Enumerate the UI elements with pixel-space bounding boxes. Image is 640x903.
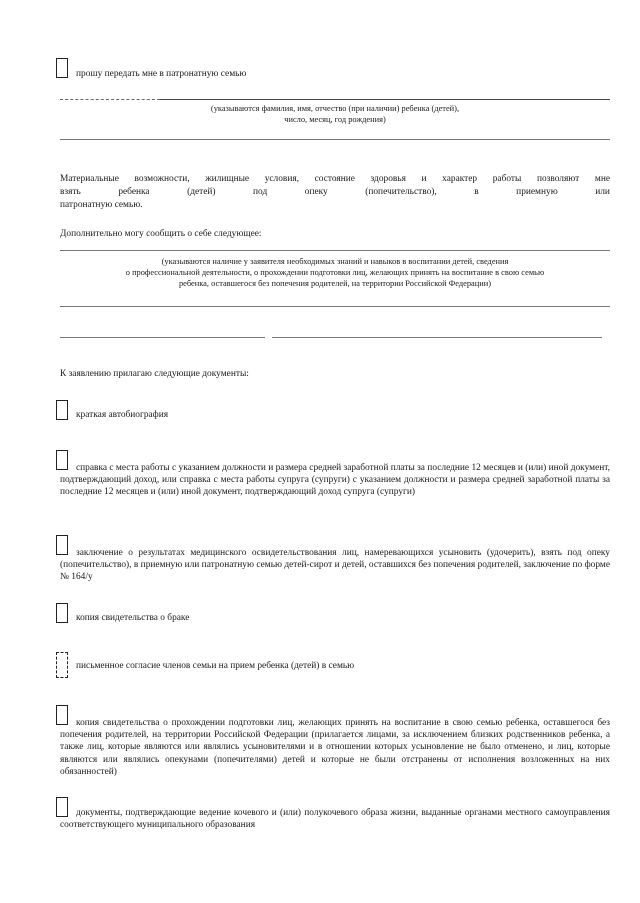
about-line-2[interactable]: [60, 306, 610, 307]
about-hint-line3: ребенка, оставшегося без попечения родителей, на территории Российской Федерации): [178, 279, 491, 288]
abilities-word: опеку: [304, 187, 328, 197]
doc-income: справка с места работы с указанием должности и размера средней заработной платы за последние 12 месяцев и (или) иной документ, подтверждающий доход, или справка с места работы супруга (супруги) с указанием должности и размера средней заработной платы за последние 12 месяцев и (или) иной документ, подтверждающий доход супруга (супруги): [60, 463, 610, 498]
about-line-3[interactable]: [60, 337, 265, 338]
child-extra-line[interactable]: [60, 139, 610, 140]
about-line-1[interactable]: [60, 250, 610, 251]
doc-autobiography: краткая автобиография: [76, 410, 169, 420]
abilities-paragraph: [60, 173, 610, 212]
checkbox-patronage[interactable]: [56, 58, 68, 78]
child-hint-line2: число, месяц, год рождения): [284, 115, 386, 124]
doc-medical: заключение о результатах медицинского освидетельствования лиц, намеревающихся усыновить (удочерить), взять под опеку (попечительство), в приемную или патронатную семью детей-сирот и детей, оставшихся без попечения родителей, заключение по форме № 164/у: [60, 548, 610, 583]
child-hint-line1: (указываются фамилия, имя, отчество (при наличии) ребенка (детей),: [210, 104, 460, 113]
child-name-line[interactable]: [160, 99, 610, 100]
about-prompt: Дополнительно могу сообщить о себе следующее:: [60, 229, 262, 239]
docs-heading: К заявлению прилагаю следующие документы:: [60, 369, 249, 379]
abilities-line1: Материальные возможности, жилищные условия, состояние здоровья и характер работы позволяют мне: [60, 174, 610, 184]
child-hint: [60, 103, 610, 125]
abilities-word: приемную: [516, 187, 558, 197]
abilities-word: или: [595, 187, 610, 197]
abilities-word: под: [253, 187, 268, 197]
about-line-4[interactable]: [272, 337, 602, 338]
abilities-word: в: [474, 187, 479, 197]
abilities-word: взять: [60, 187, 81, 197]
abilities-line2: [60, 186, 610, 199]
label-patronage: прошу передать мне в патронатную семью: [76, 69, 247, 79]
about-hint: [58, 256, 612, 289]
about-hint-line1: (указываются наличие у заявителя необходимых знаний и навыков в воспитании детей, сведения: [161, 257, 509, 266]
checkbox-family-consent[interactable]: [56, 652, 68, 678]
abilities-word: ребенка: [118, 187, 150, 197]
abilities-word: (детей): [187, 187, 216, 197]
doc-marriage: копия свидетельства о браке: [76, 613, 190, 623]
child-field-dash: [60, 99, 160, 100]
abilities-line3: патронатную семью.: [60, 200, 143, 210]
doc-training: копия свидетельства о прохождении подготовки лиц, желающих принять на воспитание в свою семью ребенка, оставшегося без попечения родителей, на территории Российской Федерации (прилагается лицами, за исключением близких родственников ребенка, а также лиц, которые являются или являлись усыновителями и в отношении которых усыновление не было отменено, и лиц, которые являются или являлись опекунами (попечителями) детей и которые не были отстранены от исполнения возложенных на них обязанностей): [60, 718, 610, 777]
abilities-word: (попечительство),: [365, 187, 437, 197]
checkbox-autobiography[interactable]: [56, 400, 68, 420]
doc-family-consent: письменное согласие членов семьи на прием ребенка (детей) в семью: [76, 661, 355, 671]
checkbox-marriage[interactable]: [56, 603, 68, 623]
about-hint-line2: о профессиональной деятельности, о прохождении подготовки лиц, желающих принять на воспитание в свою семью: [125, 268, 545, 277]
doc-nomadic: документы, подтверждающие ведение кочевого и (или) полукочевого образа жизни, выданные органами местного самоуправления соответствующего муниципального образования: [60, 808, 610, 831]
